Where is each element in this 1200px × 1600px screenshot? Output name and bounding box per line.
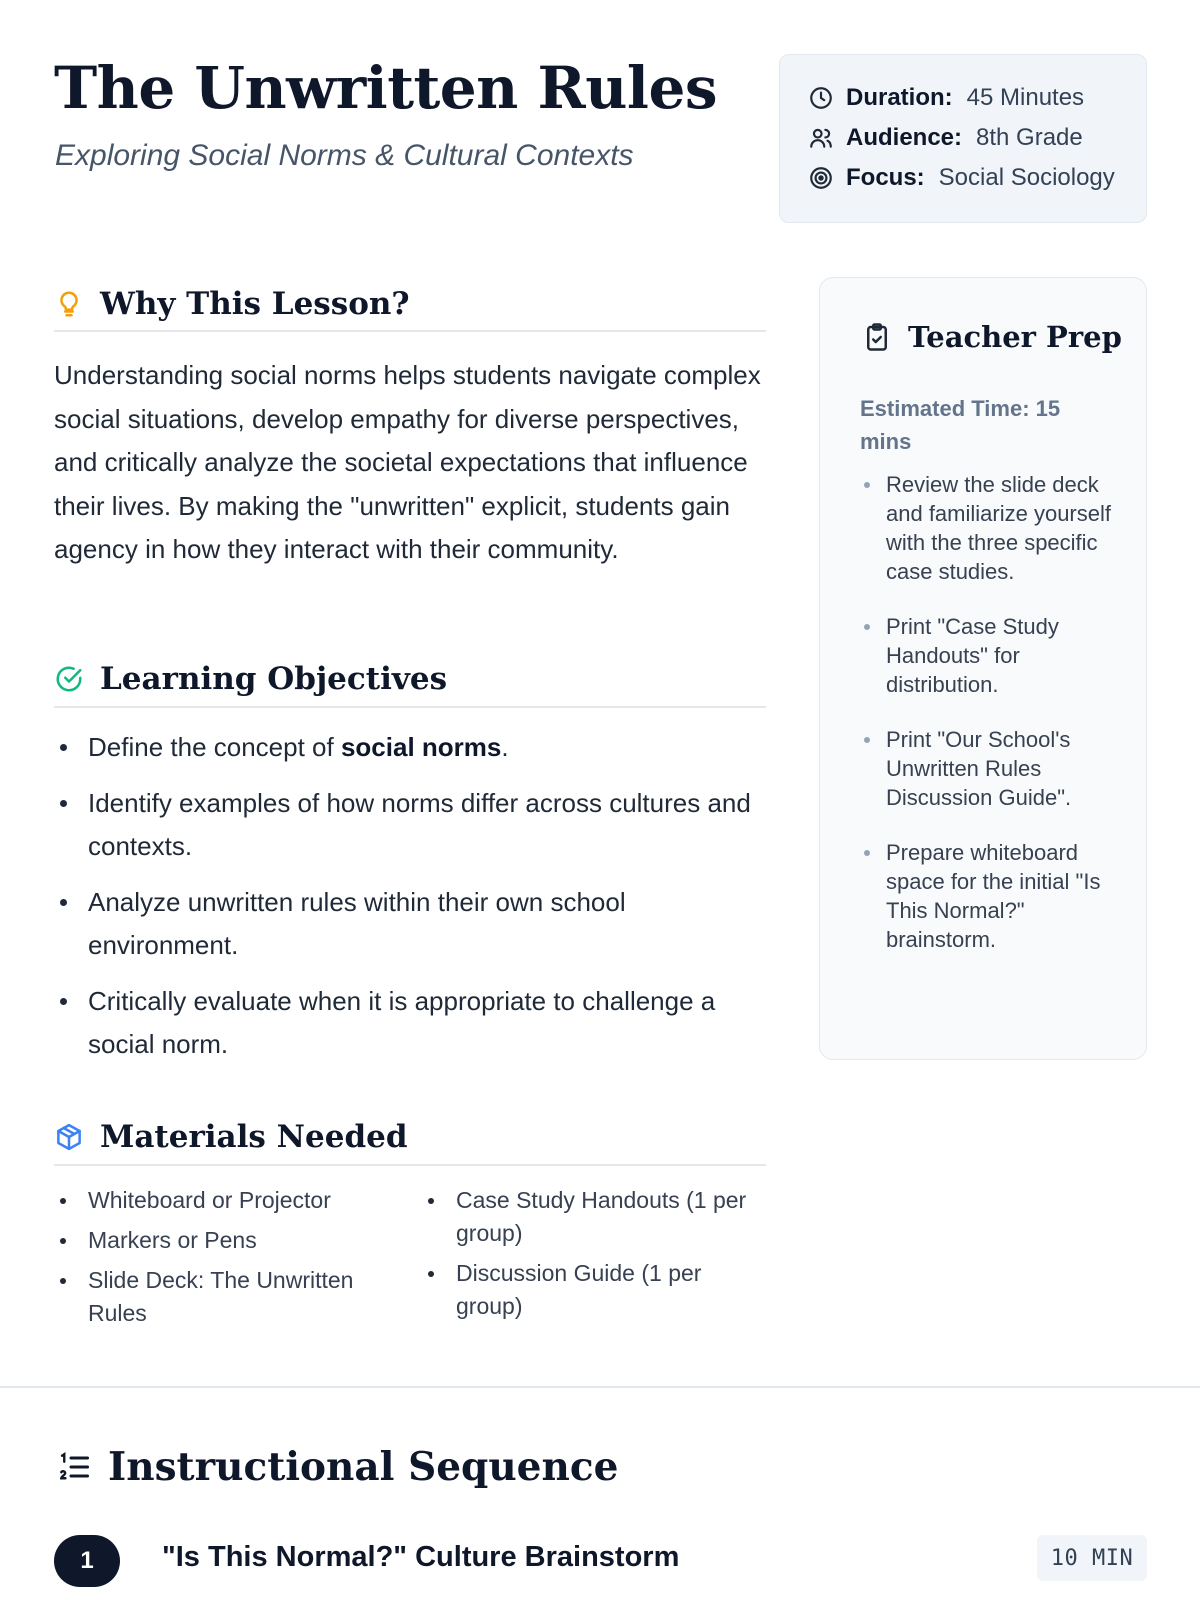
clipboard-check-icon [862, 322, 892, 352]
materials-section-heading [54, 1110, 766, 1166]
meta-audience [808, 124, 1083, 152]
users-icon [808, 125, 834, 151]
objectives-heading: Learning Objectives [100, 661, 448, 697]
box-icon [54, 1122, 84, 1152]
list-item: Identify examples of how norms differ across cultures and contexts. [54, 782, 766, 868]
why-section-heading [54, 278, 766, 332]
teacher-prep-heading [862, 320, 1122, 354]
step-duration-badge: 10 MIN [1037, 1535, 1147, 1581]
teacher-prep-card [819, 277, 1147, 1060]
materials-list-left [54, 1184, 394, 1337]
materials-list-right [422, 1184, 762, 1330]
list-item: Define the concept of social norms. [54, 726, 766, 769]
page-subtitle: Exploring Social Norms & Cultural Contexts [55, 139, 634, 172]
page-title: The Unwritten Rules [54, 54, 717, 122]
list-item: Discussion Guide (1 per group) [422, 1257, 762, 1323]
prep-list [860, 470, 1122, 980]
sequence-heading: Instructional Sequence [108, 1444, 619, 1490]
target-icon [808, 165, 834, 191]
focus-value: Social Sociology [938, 164, 1115, 191]
list-item: Review the slide deck and familiarize yourself with the three specific case studies. [860, 470, 1122, 586]
list-item: Whiteboard or Projector [54, 1184, 394, 1217]
focus-label: Focus: [846, 164, 925, 191]
list-item: Print "Our School's Unwritten Rules Discussion Guide". [860, 725, 1122, 812]
prep-estimated-time: Estimated Time: 15 mins [860, 396, 1061, 454]
meta-focus [808, 164, 1115, 192]
teacher-prep-title: Teacher Prep [908, 320, 1122, 354]
numbered-list-icon [56, 1449, 92, 1485]
step-number-badge: 1 [54, 1535, 120, 1587]
audience-value: 8th Grade [976, 124, 1083, 151]
duration-label: Duration: [846, 84, 953, 111]
list-item: Print "Case Study Handouts" for distribution. [860, 612, 1122, 699]
objectives-section-heading [54, 652, 766, 708]
why-heading: Why This Lesson? [100, 286, 410, 322]
sequence-section-heading [56, 1444, 618, 1490]
duration-value: 45 Minutes [966, 84, 1085, 111]
lightbulb-icon [54, 289, 84, 319]
list-item: Markers or Pens [54, 1224, 394, 1257]
section-divider [0, 1386, 1200, 1388]
audience-label: Audience: [846, 124, 963, 151]
meta-duration [808, 84, 1084, 112]
step-title: "Is This Normal?" Culture Brainstorm [162, 1541, 680, 1573]
list-item: Critically evaluate when it is appropriate to challenge a social norm. [54, 980, 766, 1066]
list-item: Prepare whiteboard space for the initial "Is This Normal?" brainstorm. [860, 838, 1122, 954]
lesson-meta-card [779, 54, 1147, 223]
list-item: Slide Deck: The Unwritten Rules [54, 1264, 394, 1330]
list-item: Analyze unwritten rules within their own school environment. [54, 881, 766, 967]
objectives-list [54, 726, 766, 1079]
why-paragraph: Understanding social norms helps students navigate complex social situations, develop empathy for diverse perspectives, and critically analyze the societal expectations that influence their lives. By making the "unwritten" explicit, students gain agency in how they interact with their community. [54, 360, 761, 564]
clock-icon [808, 85, 834, 111]
check-circle-icon [54, 664, 84, 694]
materials-heading: Materials Needed [100, 1119, 408, 1155]
list-item: Case Study Handouts (1 per group) [422, 1184, 762, 1250]
